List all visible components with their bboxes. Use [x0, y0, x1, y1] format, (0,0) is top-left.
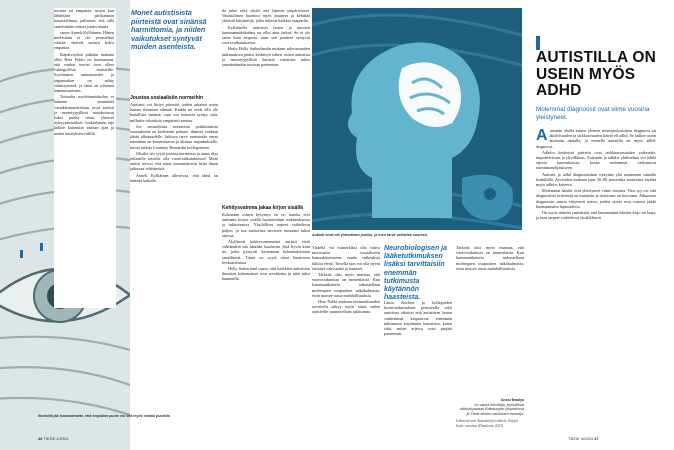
paragraph: Autismit voi liittyä piirteitä, joiden arkaiset usein haitata ihmisten elämää. Kaikki ne eivät silti ole haitallisia sinänsä, vaan osa haitoista syntyy siitä, millaisia odotuksia ympäristö asettaa.	[130, 102, 218, 123]
source-reference: Lähteenä mm. Autismikirjon häiriö, Käypä hoito -suositus (Duodecim 2023).	[456, 419, 518, 428]
body-column-3-lower	[222, 205, 310, 415]
paragraph: Anneli Kylliäinen alleviivaa, että tämä on tärkeää kaikille.	[130, 172, 218, 183]
paragraph: Ikäpäivityksä pitkään mukana ollut Heta Pukki on huomannut, että vanhat teoriat ovat olleet vahingollisia autisteille. Syyttömien ominaisuudet ja taipumukset on nähty vääristyneinä, ja tämä on johtanut leimautumiseen.	[54, 51, 114, 94]
paragraph: Laura Kochen ja kollegoiden koontitutkimuksen perusteella sekä autistiset aikuiset että autististen lasten vanhemmat kaipaisivat enemmän tutkimusta käytännön haasteista, kuten siitä, miten arjessa voisi pärjätä paremmin.	[384, 300, 452, 337]
magazine-issue: TIEDE 4/2024	[43, 436, 69, 441]
pull-quote: Neurobiologisen ja lääketutkimuksen lisäksi tarvittaisiin enemmän tutkimusta käytännön haasteista.	[384, 245, 448, 302]
paragraph: Kokonaan toinen kysymys on se, kuinka erot autismin kirjon sisällä huomioidaan tutkimuksessa ja tukitoimissa. Yksilölliset tarpeet vaihtelevat paljon, ja osa autisteista tarvitsee runsaasti tukea arjessa.	[222, 212, 310, 238]
body-column-6	[456, 245, 524, 395]
paragraph: Olisiko siis syytä joustaa normeista ja antaa tilaa erilaisille tavoille olla vuorovaikutuksessa? Moni autisti toivoo, että muut ymmärtäisivät heitä ilman jatkuvaa selittämistä.	[130, 150, 218, 172]
paragraph: normia tai empatiaa, mutta kun lähdetään parikamaan kouasetelmaa, pallastaa, että sillä saatettiinkin mitata jotain muuta	[54, 8, 114, 29]
paragraph: On myös tärkeää ymmärtää, että kummankin häiriön kirjo on laaja, ja tuen tarpeet vaihtelevat yksilöllisesti.	[536, 210, 656, 221]
paragraph: Holly Sutherland sanoo, että kaikkien autististen ihmisten kokemukset ovat arvokkaita ja niitä tulisi kuunnella.	[222, 266, 310, 282]
body-column-2	[130, 95, 218, 415]
page-number: 47	[594, 436, 599, 441]
author-byline	[456, 398, 524, 416]
page-number: 46	[38, 436, 43, 441]
head-illustration	[312, 8, 522, 230]
author-bio: on vapaa toimittaja, joyksilöista väitöskirjastaan Edinburghin yliopistossa ja Tiede-lehden vakituinen avustaja.	[459, 402, 524, 416]
paragraph: sanoo Anneli Kylliäinen. Hänen mielestään ei ole perusteltua väittää, etteivät autistit koksi empatiaa.	[54, 29, 114, 51]
drop-cap: A	[536, 128, 548, 144]
section-subhead: Joustoa sosiaalisiin normeihin	[130, 95, 204, 101]
image-caption: Ihmisiltä jää huomaamatta, että empatian puute voi olla myös omalla puolella.	[38, 414, 171, 418]
paragraph: Molemmat häiriöt ovat yleistyneet viime vuosina. Yksi syy on, että diagnostisia kriteerejä on muutettu ja tietoisuus on kasvanut. Aikuisena diagnoosin saavat erityisesti naiset, joiden oireet ovat voineet jäädä huomaamatta lapsuudessa.	[536, 188, 656, 209]
paragraph: Hoito Holly Sutherlandin mukaan tulevaisuuden tutkimuksen pitäisi keskittyä siihen, miten autistisia ja neurotyypillisiä ihmisiä voitaisiin tukea ymmärtämään toisiaan paremmin.	[222, 46, 310, 68]
paragraph: Yhdellä voi esimerkiksi olla vahva motivaatio sosiaaliseen kanssakäymiseen, mutta vaikeuksia tulkita eleitä. Toisella taas voi olla hyvin erilaiset vahvuudet ja haasteet.	[312, 245, 380, 271]
paragraph: Toisaalta myötätuntokuilua ei kannata ymmärtää vastakkainasetteluna, jossa autistit ja neurotyypilliset muodostavat kaksi puolta omat, yhteiset nykyvaatimukset. Jonkinlainen raja kulkee kuitenkin vanhan ajan ja uuden käsityksen välillä.	[54, 94, 114, 136]
paragraph: Kylliäiselle autistiset lasten ja nuorten kummannäkökulma on ollut aina tärkeä. Se ei ole sama kuin empatia, vaan sen puutteet syntyvät vuorovaikutuksessa.	[222, 24, 310, 46]
sidebar-lead: Molemmat diagnoosit ovat viime vuosina yleistyneet.	[536, 105, 650, 121]
paragraph: Autismi ja adhd diagnosoidaan nykyään yhä useammin samalla henkilöllä. Arvioiden mukaan jopa 30–80 prosenttia autisteista täyttää myös adhd:n kriteerit.	[536, 171, 656, 188]
pull-quote: Monet autistisista piirteistä ovat sinänsä harmittomia, ja niiden vaikutukset syntyvät muiden asenteista.	[131, 8, 207, 52]
paragraph: Älyllisesti kehitysvammaiset autistit eivät välttämättä saa ääntään kuuluviin yhtä hyvin kuin ne, jotka pystyvät kertomaan kokemuksistaan sanallisesti. Tämä on syytä ottaa huomioon keskusteluissa.	[222, 239, 310, 265]
section-subhead: Kehitysvamma jakaa kirjon sisällä	[222, 205, 303, 211]
paragraph: da tulee sekä yksilö että häneen ympäristössä. Vastuullinen huomioi myös puutteet ja kehittää yhteisiä käytäntöjä, jotka tukevat kaikkia osapuolia.	[222, 8, 310, 24]
page-folio	[568, 436, 599, 441]
paragraph: Heta Pukki mukaan normaalisuuden tavoittelu näkyy myös siinä, miten autisteille suunnitellaan tukitoimia.	[312, 299, 380, 315]
body-column-1	[54, 8, 114, 308]
image-caption: Autistit eivät ole yhtenäinen joukko, ja tuen tarve vaihtelee suuresti.	[312, 233, 428, 237]
paragraph-text: utismin ohella toinen yleinen neuropsykiatrinen diagnoosi on aktiivisuuden ja tarkkaavuuden häiriö eli adhd. Se kulkee usein autismin rinnalla, ja monella autistilla on myös adhd-diagnoosi.	[536, 128, 656, 149]
sidebar-header	[536, 50, 656, 122]
page-folio	[38, 436, 69, 441]
paragraph	[536, 128, 656, 149]
magazine-issue: TIEDE 4/2024	[568, 436, 594, 441]
paragraph: Tärkeää olisi myös muistaa, että vuorovaikutusta on monenlaista. Kun kommunikointia tarkastellaan molempien osapuolten näkökulmasta, esiin nousee uusia mahdollisuuksia.	[312, 272, 380, 298]
paragraph: Tärkeää olisi myös muistaa, että vuorovaikutusta on monenlaista. Kun kommunikointia tarkastellaan molempien osapuolten näkökulmasta, esiin nousee uusia mahdollisuuksia.	[456, 245, 524, 271]
body-column-3	[222, 8, 310, 213]
body-column-5	[384, 300, 452, 400]
paragraph: Adhd:n keskeisiä piirteitä ovat tarkkaavaisuuden vaikeudet, impulsiivisuus ja ylivilkkaus. Autismin ja adhd:n yhdistelmä voi tehdä arjesta kuormittavaa, koska molemmat vaikuttavat toiminnanohjaukseen.	[536, 149, 656, 171]
title-accent-bar	[536, 36, 540, 50]
sidebar-title: AUTISTILLA ON USEIN MYÖS ADHD	[536, 49, 656, 99]
body-column-4	[312, 245, 380, 425]
author-name: Anssi Bwalya	[500, 398, 524, 402]
sidebar-body	[536, 128, 656, 418]
paragraph: Jos sosiaalisista normeista poikkeamista seurauksena on kielteinen palaute, ihmistä voidaan jättää ulkopuolelle. Jatkuva tarve naamioida omaa toimintaa on kuormittavaa ja altistaa uupumukselle, kuvaa tutkija Courtney Bernardin kollegoineen.	[130, 123, 218, 150]
